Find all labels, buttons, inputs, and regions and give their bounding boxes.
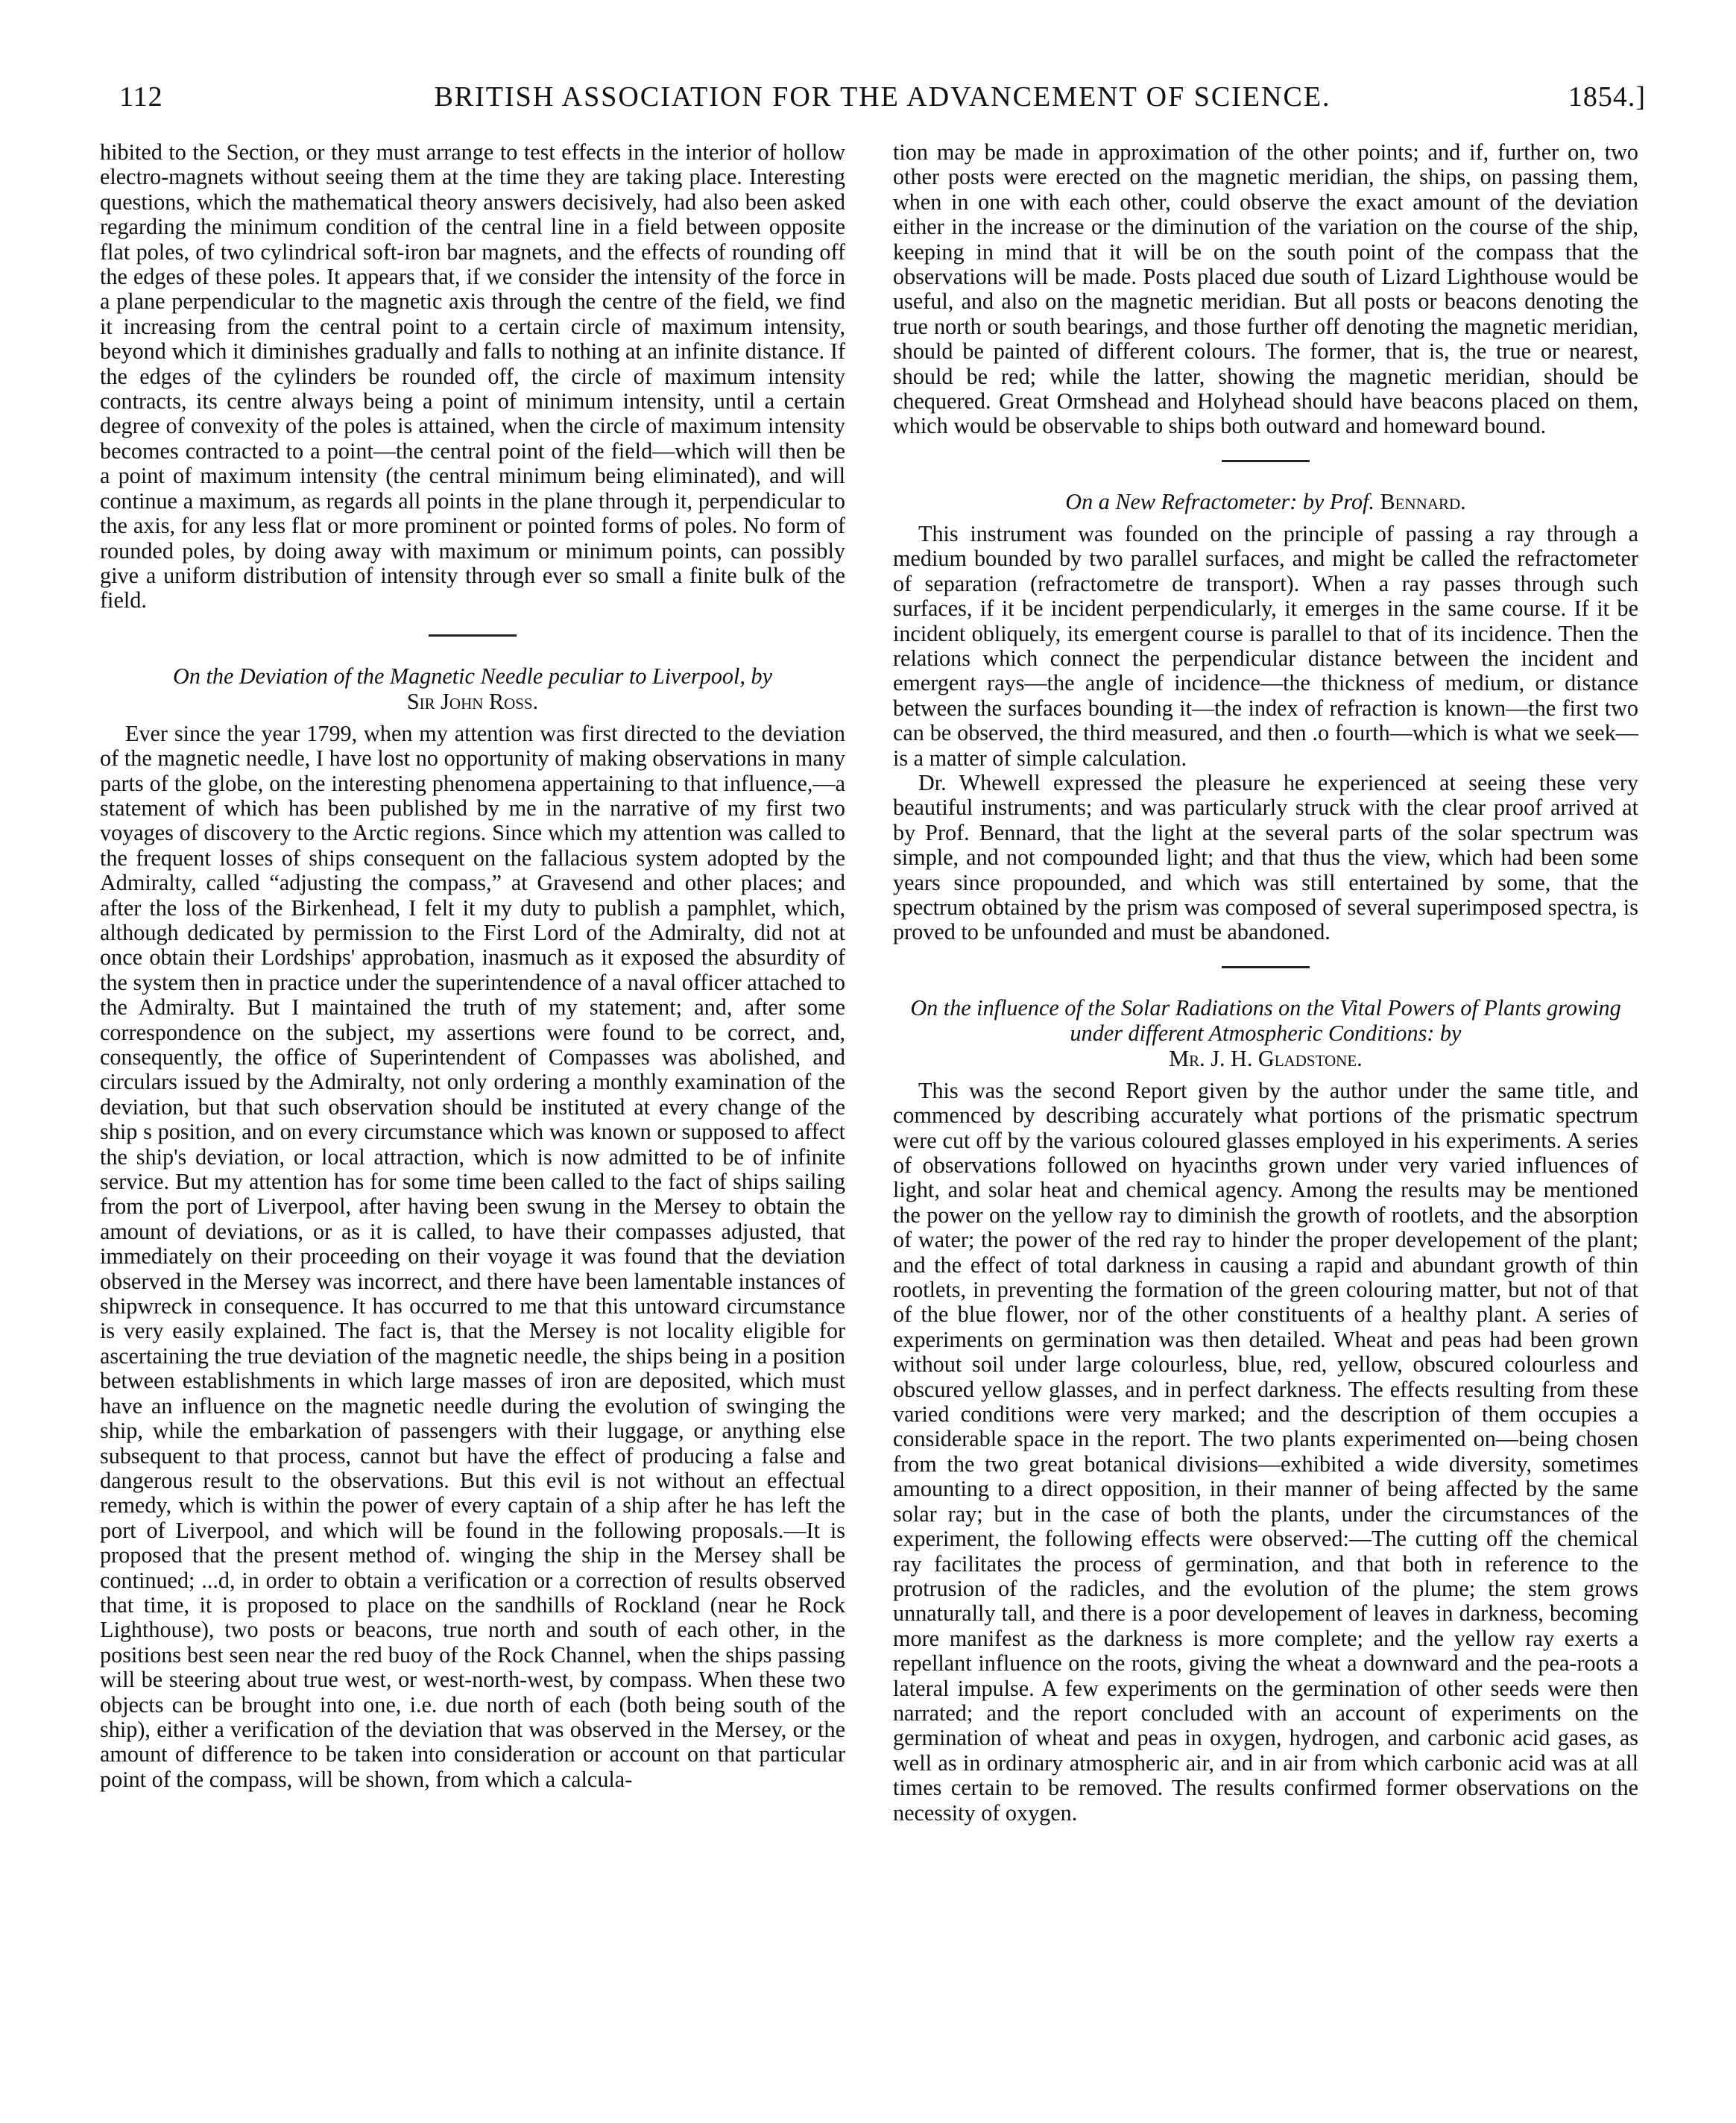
section-title: On the Deviation of the Magnetic Needle peculiar to Liverpool, by (173, 663, 772, 689)
running-header (119, 81, 1646, 118)
section-title: On a New Refractometer: by Prof. (1065, 488, 1374, 514)
section-author: Sir John Ross. (406, 688, 539, 714)
section-divider (429, 634, 517, 637)
left-column (100, 140, 845, 1792)
right-column (893, 140, 1638, 1826)
page-number: 112 (119, 81, 163, 113)
continued-paragraph: hibited to the Section, or they must arrange to test effects in the interior of hollow electro-magnets without seeing them at the time they are taking place. Interesting questions, which the mathematical theory answers decisively, had also been asked regarding the minimum condition of the central line in a field between opposite flat poles, of two cylindrical soft-iron bar magnets, and the effects of rounding off the edges of these poles. It appears that, if we consider the intensity of the force in a plane perpendicular to the magnetic axis through the centre of the field, we find it increasing from the central point to a certain circle of maximum intensity, beyond which it diminishes gradually and falls to nothing at an infinite distance. If the edges of the cylinders be rounded off, the circle of maximum intensity contracts, its centre always being a point of minimum intensity, until a certain degree of convexity of the poles is attained, when the circle of maximum intensity becomes contracted to a point—the central point of the field—which will then be a point of maximum intensity (the central minimum being eliminated), and will continue a maximum, as regards all points in the plane through it, perpendicular to the axis, for any less flat or more prominent or pointed forms of poles. No form of rounded poles, by doing away with maximum or minimum points, can possibly give a uniform distribution of intensity through ever so small a finite bulk of the field. (100, 139, 845, 613)
body-paragraph: This instrument was founded on the principle of passing a ray through a medium bounded by two parallel surfaces, and might be called the refractometer of separation (refractometre de transport). When a ray passes through such surfaces, if it be incident perpendicularly, it emerges in the same course. If it be incident obliquely, its emergent course is parallel to that of its incidence. Then the relations which connect the perpendicular distance between the incident and emergent rays—the angle of incidence—the thickness of medium, or distance between the surfaces bounding it—the index of refraction is known—the first two can be observed, the third measured, and then .o fourth—which is what we seek—is a matter of simple calculation. (893, 520, 1638, 771)
body-paragraph: Dr. Whewell expressed the pleasure he experienced at seeing these very beautiful instruments; and was particularly struck with the clear proof arrived at by Prof. Bennard, that the light at the several parts of the solar spectrum was simple, and not compounded light; and that thus the view, which had been some years since propounded, and which was still entertained by some, that the spectrum obtained by the prism was composed of several superimposed spectra, is proved to be unfounded and must be abandoned. (893, 769, 1638, 945)
section-title: On the influence of the Solar Radiations on the Vital Powers of Plants growing under different Atmospheric Conditions: by (910, 994, 1621, 1046)
section-divider (1222, 460, 1310, 462)
journal-title: BRITISH ASSOCIATION FOR THE ADVANCEMENT OF SCIENCE. (434, 81, 1331, 113)
year: 1854.] (1568, 81, 1646, 113)
section-author: Mr. J. H. Gladstone. (1169, 1045, 1363, 1071)
section-author: Bennard. (1380, 488, 1466, 514)
section-divider (1222, 966, 1310, 968)
body-paragraph: Ever since the year 1799, when my attention was first directed to the deviation of the magnetic needle, I have lost no opportunity of making observations in many parts of the globe, on the interesting phenomena appertaining to that influence,—a statement of which has been published by me in the narrative of my first two voyages of discovery to the Arctic regions. Since which my attention was called to the frequent losses of ships consequent on the fallacious system adopted by the Admiralty, called “adjusting the compass,” at Gravesend and other places; and after the loss of the Birkenhead, I felt it my duty to publish a pamphlet, which, although dedicated by permission to the First Lord of the Admiralty, did not at once obtain their Lordships' approbation, inasmuch as it exposed the absurdity of the system then in practice under the superintendence of a naval officer attached to the Admiralty. But I maintained the truth of my statement; and, after some correspondence on the subject, my assertions were found to be correct, and, consequently, the office of Superintendent of Compasses was abolished, and circulars issued by the Admiralty, not only ordering a monthly examination of the deviation, but that such observation should be instituted at every change of the ship s position, and on every circumstance which was known or supposed to affect the ship's deviation, or local attraction, which is now admitted to be of infinite service. But my attention has for some time been called to the fact of ships sailing from the port of Liverpool, after having been swung in the Mersey to obtain the amount of deviations, or as it is called, to have their compasses adjusted, that immediately on their proceeding on their voyage it was found that the deviation observed in the Mersey was incorrect, and there have been lamentable instances of shipwreck in consequence. It has occurred to me that this untoward circumstance is very easily explained. The fact is, that the Mersey is not locality eligible for ascertaining the true deviation of the magnetic needle, the ships being in a position between establishments in which large masses of iron are deposited, which must have an influence on the magnetic needle during the evolution of swinging the ship, while the embarkation of passengers with their luggage, or anything else subsequent to that process, cannot but have the effect of producing a false and dangerous result to the observations. But this evil is not without an effectual remedy, which is within the power of every captain of a ship after he has left the port of Liverpool, and which will be found in the following proposals.—It is proposed that the present method of. winging the ship in the Mersey shall be continued; ...d, in order to obtain a verification or a correction of results observed that time, it is proposed to place on the sandhills of Rockland (near he Rock Lighthouse), two posts or beacons, true north and south of each other, in the positions best seen near the red buoy of the Rock Channel, when the ships passing will be steering about true west, or west-north-west, by compass. When these two objects can be brought into one, i.e. due north of each (both being south of the ship), either a verification of the deviation that was observed in the Mersey, or the amount of difference to be taken into consideration or account on that particular point of the compass, will be shown, from which a calcula- (100, 720, 845, 1792)
section-heading (893, 995, 1638, 1071)
section-heading (100, 663, 845, 714)
section-heading (893, 489, 1638, 514)
continued-paragraph: tion may be made in approximation of the other points; and if, further on, two other posts were erected on the magnetic meridian, the ships, on passing them, when in one with each other, could observe the exact amount of the deviation either in the increase or the diminution of the variation on the course of the ship, keeping in mind that it will be on the south point of the compass that the observations will be made. Posts placed due south of Lizard Lighthouse would be useful, and also on the magnetic meridian. But all posts or beacons denoting the true north or south bearings, and those further off denoting the magnetic meridian, should be painted of different colours. The former, that is, the true or nearest, should be red; while the latter, showing the magnetic meridian, should be chequered. Great Ormshead and Holyhead should have beacons placed on them, which would be observable to ships both outward and homeward bound. (893, 139, 1638, 439)
body-paragraph: This was the second Report given by the author under the same title, and commenced by describing accurately what portions of the prismatic spectrum were cut off by the various coloured glasses employed in his experiments. A series of observations followed on hyacinths grown under very varied influences of light, and solar heat and chemical agency. Among the results may be mentioned the power on the yellow ray to diminish the growth of rootlets, and the absorption of water; the power of the red ray to hinder the proper developement of the plant; and the effect of total darkness in causing a rapid and abundant growth of thin rootlets, in preventing the formation of the green colouring matter, but not of that of the blue flower, nor of the other constituents of a healthy plant. A series of experiments on germination was then detailed. Wheat and peas had been grown without soil under large colourless, blue, red, yellow, obscured colourless and obscured yellow glasses, and in perfect darkness. The effects resulting from these varied conditions were very marked; and the description of them occupies a considerable space in the report. The two plants experimented on—being chosen from the two great botanical divisions—exhibited a wide diversity, sometimes amounting to a direct opposition, in their manner of being affected by the same solar ray; but in the case of both the plants, under the circumstances of the experiment, the following effects were observed:—The cutting off the chemical ray facilitates the process of germination, and that both in reference to the protrusion of the radicles, and the evolution of the plume; the stem grows unnaturally tall, and there is a poor developement of leaves in darkness, becoming more manifest as the darkness is more complete; and the yellow ray exerts a repellant influence on the roots, giving the wheat a downward and the pea-roots a lateral impulse. A few experiments on the germination of other seeds were then narrated; and the report concluded with an account of experiments on the germination of wheat and peas in oxygen, hydrogen, and carbonic acid gases, as well as in ordinary atmospheric air, and in air from which carbonic acid was at all times certain to be removed. The results confirmed former observations on the necessity of oxygen. (893, 1077, 1638, 1826)
